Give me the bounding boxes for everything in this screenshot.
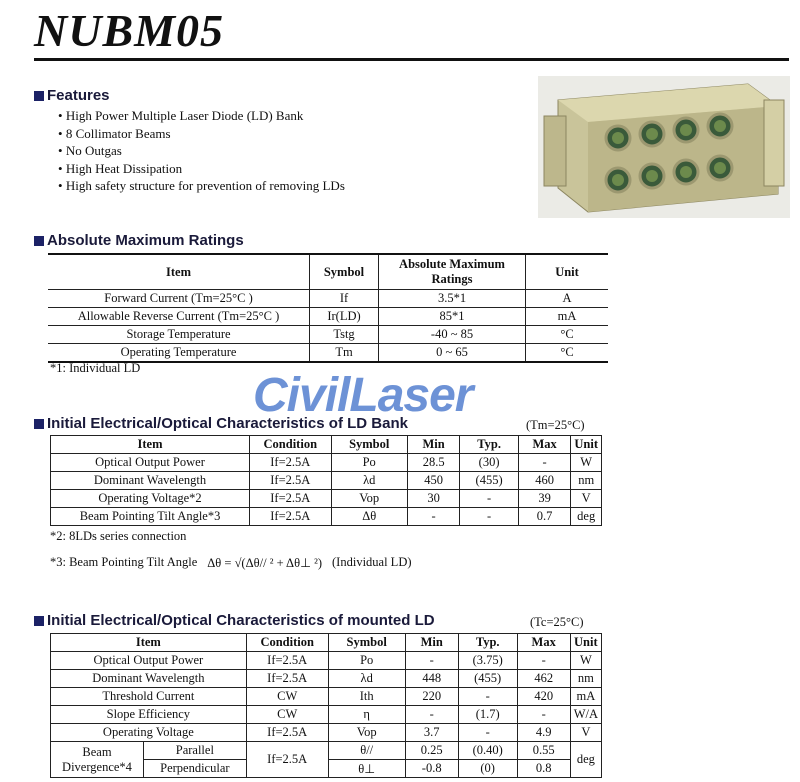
section-bullet-icon <box>34 419 44 429</box>
table-cell: W/A <box>570 706 601 724</box>
table-cell: 39 <box>518 490 571 508</box>
table-cell: Parallel <box>144 742 247 760</box>
title-rule <box>34 58 789 61</box>
ratings-table <box>48 253 608 363</box>
mounted-heading: Initial Electrical/Optical Characteristics of mounted LD <box>34 612 435 629</box>
table-cell: - <box>460 508 518 526</box>
table-cell: A <box>526 290 609 308</box>
table-cell: W <box>571 454 602 472</box>
table-cell: λd <box>328 670 405 688</box>
watermark-logo: CivilLaser <box>253 369 473 422</box>
table-cell: Ith <box>328 688 405 706</box>
product-title: NUBM05 <box>34 5 225 56</box>
table-cell: Dominant Wavelength <box>51 472 250 490</box>
table-row <box>51 490 602 508</box>
table-cell: Storage Temperature <box>48 326 310 344</box>
table-cell: CW <box>246 706 328 724</box>
table-cell: 462 <box>517 670 570 688</box>
table-cell: Operating Voltage*2 <box>51 490 250 508</box>
table-cell: 460 <box>518 472 571 490</box>
table-cell: Slope Efficiency <box>51 706 247 724</box>
table-row <box>51 724 602 742</box>
table-cell: - <box>518 454 571 472</box>
table-row <box>51 652 602 670</box>
features-heading: Features <box>34 87 110 104</box>
table-cell: (455) <box>458 670 517 688</box>
table-cell: θ// <box>328 742 405 760</box>
table-cell: Vop <box>328 724 405 742</box>
table-cell: Tm <box>310 344 379 363</box>
bank-note-2: *2: 8LDs series connection <box>50 529 187 543</box>
bank-condition: (Tm=25°C) <box>526 418 585 432</box>
table-cell: If <box>310 290 379 308</box>
table-cell: W <box>570 652 601 670</box>
table-row <box>51 472 602 490</box>
table-cell: 30 <box>407 490 459 508</box>
table-cell: 28.5 <box>407 454 459 472</box>
table-cell: 420 <box>517 688 570 706</box>
table-row <box>48 344 608 363</box>
table-header-row <box>48 254 608 290</box>
table-cell: If=2.5A <box>246 652 328 670</box>
table-cell: If=2.5A <box>246 742 328 778</box>
feature-item: • High safety structure for prevention of removing LDs <box>58 177 345 195</box>
table-row <box>51 670 602 688</box>
table-row <box>51 688 602 706</box>
table-cell: Ir(LD) <box>310 308 379 326</box>
table-cell: 450 <box>407 472 459 490</box>
ratings-note: *1: Individual LD <box>50 361 141 375</box>
column-header: Item <box>51 436 250 454</box>
column-header: Unit <box>570 634 601 652</box>
feature-item: • High Heat Dissipation <box>58 160 345 178</box>
table-row <box>48 326 608 344</box>
feature-item: • No Outgas <box>58 142 345 160</box>
table-cell: - <box>460 490 518 508</box>
table-cell: 0.55 <box>517 742 570 760</box>
table-cell: 3.7 <box>405 724 458 742</box>
table-cell: λd <box>331 472 407 490</box>
bank-heading: Initial Electrical/Optical Characteristics of LD Bank <box>34 415 408 432</box>
column-header: Symbol <box>328 634 405 652</box>
column-header: Item <box>48 254 310 290</box>
laser-bank-illustration <box>538 76 790 218</box>
table-row <box>51 454 602 472</box>
table-header-row <box>51 436 602 454</box>
features-list <box>58 107 345 195</box>
table-cell: 3.5*1 <box>379 290 526 308</box>
table-row <box>51 508 602 526</box>
table-cell: If=2.5A <box>246 670 328 688</box>
column-header: Min <box>407 436 459 454</box>
table-header-row <box>51 634 602 652</box>
table-cell: 0.25 <box>405 742 458 760</box>
mounted-condition: (Tc=25°C) <box>530 615 584 629</box>
feature-item: • High Power Multiple Laser Diode (LD) Bank <box>58 107 345 125</box>
section-bullet-icon <box>34 91 44 101</box>
section-bullet-icon <box>34 236 44 246</box>
column-header: Symbol <box>331 436 407 454</box>
table-row <box>48 308 608 326</box>
table-cell: Δθ <box>331 508 407 526</box>
mounted-table <box>50 633 602 778</box>
column-header: Condition <box>250 436 332 454</box>
table-cell: Po <box>331 454 407 472</box>
table-cell: Po <box>328 652 405 670</box>
table-cell: If=2.5A <box>246 724 328 742</box>
table-row <box>51 706 602 724</box>
note3-label: *3: Beam Pointing Tilt Angle <box>50 555 198 569</box>
table-cell: 85*1 <box>379 308 526 326</box>
table-cell: (3.75) <box>458 652 517 670</box>
table-cell: - <box>458 724 517 742</box>
note3-formula: Δθ = √(Δθ// ² + Δθ⊥ ²) <box>207 556 323 570</box>
feature-item: • 8 Collimator Beams <box>58 125 345 143</box>
table-cell: °C <box>526 344 609 363</box>
table-row <box>48 290 608 308</box>
table-cell: Operating Voltage <box>51 724 247 742</box>
bank-table <box>50 435 602 526</box>
table-cell: Tstg <box>310 326 379 344</box>
column-header: Typ. <box>458 634 517 652</box>
table-cell: Dominant Wavelength <box>51 670 247 688</box>
table-cell: If=2.5A <box>250 472 332 490</box>
table-cell: 0.7 <box>518 508 571 526</box>
table-cell: - <box>458 688 517 706</box>
table-cell: Beam Divergence*4 <box>51 742 144 778</box>
table-cell: If=2.5A <box>250 508 332 526</box>
table-cell: deg <box>570 742 601 778</box>
column-header: Typ. <box>460 436 518 454</box>
table-cell: 4.9 <box>517 724 570 742</box>
table-cell: nm <box>571 472 602 490</box>
table-cell: (455) <box>460 472 518 490</box>
table-cell: (0) <box>458 760 517 778</box>
table-cell: (1.7) <box>458 706 517 724</box>
table-cell: 448 <box>405 670 458 688</box>
bank-note-3 <box>50 555 412 571</box>
column-header: Item <box>51 634 247 652</box>
table-cell: 220 <box>405 688 458 706</box>
table-cell: Forward Current (Tm=25°C ) <box>48 290 310 308</box>
table-cell: Optical Output Power <box>51 454 250 472</box>
column-header: Unit <box>526 254 609 290</box>
column-header: Absolute Maximum Ratings <box>379 254 526 290</box>
table-cell: Vop <box>331 490 407 508</box>
column-header: Max <box>518 436 571 454</box>
note3-tail: (Individual LD) <box>332 555 412 569</box>
table-cell: (0.40) <box>458 742 517 760</box>
table-cell: η <box>328 706 405 724</box>
table-cell: - <box>517 706 570 724</box>
table-cell: Perpendicular <box>144 760 247 778</box>
table-cell: - <box>517 652 570 670</box>
table-cell: Threshold Current <box>51 688 247 706</box>
ratings-heading: Absolute Maximum Ratings <box>34 232 244 249</box>
table-cell: mA <box>570 688 601 706</box>
table-cell: CW <box>246 688 328 706</box>
product-image <box>538 76 790 218</box>
table-cell: Operating Temperature <box>48 344 310 363</box>
table-cell: If=2.5A <box>250 490 332 508</box>
table-cell: If=2.5A <box>250 454 332 472</box>
table-cell: -40 ~ 85 <box>379 326 526 344</box>
table-cell: nm <box>570 670 601 688</box>
section-bullet-icon <box>34 616 44 626</box>
table-cell: 0 ~ 65 <box>379 344 526 363</box>
table-cell: Optical Output Power <box>51 652 247 670</box>
table-cell: mA <box>526 308 609 326</box>
table-cell: θ⊥ <box>328 760 405 778</box>
table-row <box>51 742 602 760</box>
table-cell: Beam Pointing Tilt Angle*3 <box>51 508 250 526</box>
table-cell: 0.8 <box>517 760 570 778</box>
table-cell: - <box>405 706 458 724</box>
column-header: Symbol <box>310 254 379 290</box>
table-cell: - <box>407 508 459 526</box>
column-header: Condition <box>246 634 328 652</box>
table-cell: -0.8 <box>405 760 458 778</box>
table-cell: (30) <box>460 454 518 472</box>
column-header: Unit <box>571 436 602 454</box>
table-cell: Allowable Reverse Current (Tm=25°C ) <box>48 308 310 326</box>
table-cell: deg <box>571 508 602 526</box>
column-header: Max <box>517 634 570 652</box>
table-cell: °C <box>526 326 609 344</box>
table-cell: - <box>405 652 458 670</box>
column-header: Min <box>405 634 458 652</box>
table-cell: V <box>570 724 601 742</box>
table-cell: V <box>571 490 602 508</box>
